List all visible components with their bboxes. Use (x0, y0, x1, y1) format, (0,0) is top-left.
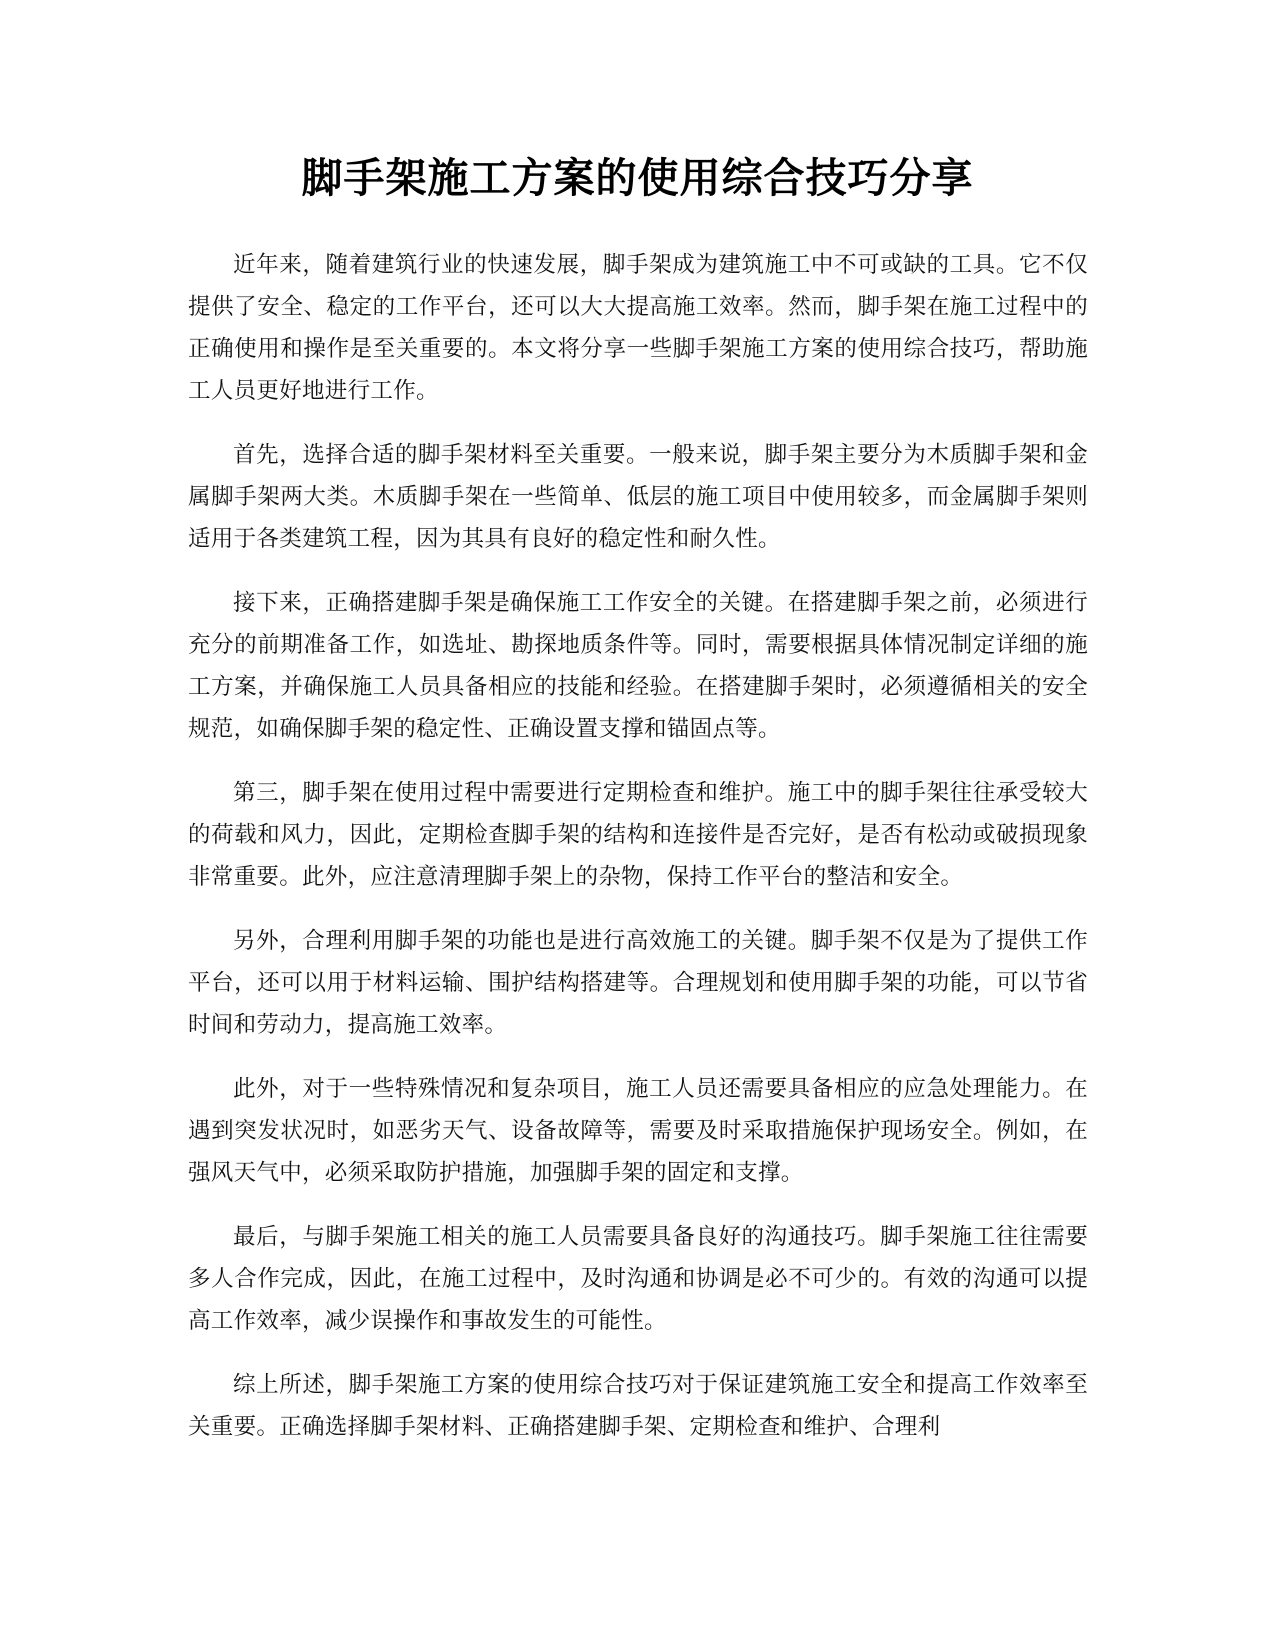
paragraph-summary: 综上所述，脚手架施工方案的使用综合技巧对于保证建筑施工安全和提高工作效率至关重要。正确选择脚手架材料、正确搭建脚手架、定期检查和维护、合理利 (188, 1372, 1088, 1440)
document-body (188, 244, 1088, 1470)
paragraph-intro: 近年来，随着建筑行业的快速发展，脚手架成为建筑施工中不可或缺的工具。它不仅提供了安全、稳定的工作平台，还可以大大提高施工效率。然而，脚手架在施工过程中的正确使用和操作是至关重要的。本文将分享一些脚手架施工方案的使用综合技巧，帮助施工人员更好地进行工作。 (188, 252, 1088, 404)
paragraph-erection: 接下来，正确搭建脚手架是确保施工工作安全的关键。在搭建脚手架之前，必须进行充分的前期准备工作，如选址、勘探地质条件等。同时，需要根据具体情况制定详细的施工方案，并确保施工人员具备相应的技能和经验。在搭建脚手架时，必须遵循相关的安全规范，如确保脚手架的稳定性、正确设置支撑和锚固点等。 (188, 590, 1088, 742)
paragraph-inspection: 第三，脚手架在使用过程中需要进行定期检查和维护。施工中的脚手架往往承受较大的荷载和风力，因此，定期检查脚手架的结构和连接件是否完好，是否有松动或破损现象非常重要。此外，应注意清理脚手架上的杂物，保持工作平台的整洁和安全。 (188, 780, 1088, 890)
document-title: 脚手架施工方案的使用综合技巧分享 (301, 154, 974, 202)
paragraph-materials: 首先，选择合适的脚手架材料至关重要。一般来说，脚手架主要分为木质脚手架和金属脚手架两大类。木质脚手架在一些简单、低层的施工项目中使用较多，而金属脚手架则适用于各类建筑工程，因为其具有良好的稳定性和耐久性。 (188, 442, 1088, 552)
paragraph-communication: 最后，与脚手架施工相关的施工人员需要具备良好的沟通技巧。脚手架施工往往需要多人合作完成，因此，在施工过程中，及时沟通和协调是必不可少的。有效的沟通可以提高工作效率，减少误操作和事故发生的可能性。 (188, 1224, 1088, 1334)
paragraph-functions: 另外，合理利用脚手架的功能也是进行高效施工的关键。脚手架不仅是为了提供工作平台，还可以用于材料运输、围护结构搭建等。合理规划和使用脚手架的功能，可以节省时间和劳动力，提高施工效率。 (188, 928, 1088, 1038)
paragraph-emergency: 此外，对于一些特殊情况和复杂项目，施工人员还需要具备相应的应急处理能力。在遇到突发状况时，如恶劣天气、设备故障等，需要及时采取措施保护现场安全。例如，在强风天气中，必须采取防护措施，加强脚手架的固定和支撑。 (188, 1076, 1088, 1186)
